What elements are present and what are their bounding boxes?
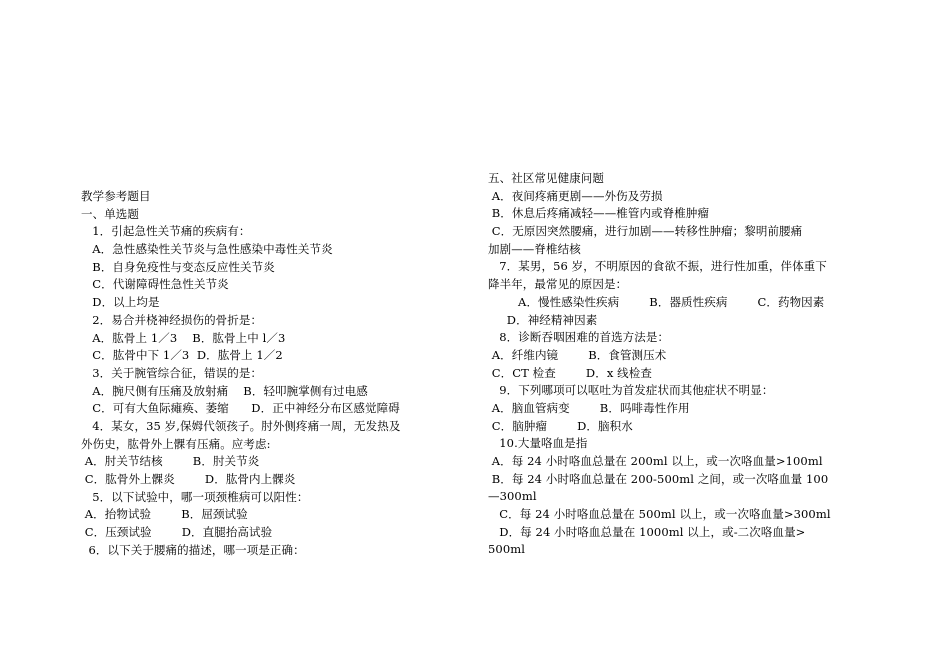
question-1-option-a: A．急性感染性关节炎与急性感染中毒性关节炎 bbox=[81, 242, 333, 257]
question-10-option-a: A．每 24 小时咯血总量在 200ml 以上，或一次咯血量>100ml bbox=[488, 454, 823, 468]
question-9-options-ab: A．脑血管病变 B．吗啡毒性作用 bbox=[488, 400, 690, 415]
question-6-option-a: A．夜间疼痛更剧——外伤及劳损 bbox=[488, 188, 663, 203]
question-2-options-ab: A．肱骨上 1／3 B．肱骨上中 l／3 bbox=[81, 330, 286, 345]
question-2-options-cd: C．肱骨中下 1／3 D．肱骨上 1／2 bbox=[81, 348, 283, 363]
question-10: 10.大量咯血是指 bbox=[488, 436, 588, 451]
left-column bbox=[81, 188, 431, 559]
question-1-option-b: B．自身免疫性与变态反应性关节炎 bbox=[81, 259, 275, 274]
question-1-option-c: C．代谢障碍性急性关节炎 bbox=[81, 277, 229, 292]
section-heading: 一、单选题 bbox=[81, 206, 139, 221]
question-4-options-cd: C．肱骨外上髁炎 D．肱骨内上髁炎 bbox=[81, 472, 296, 486]
doc-title: 教学参考题目 bbox=[81, 189, 151, 203]
question-3-options-ab: A．腕尺侧有压痛及放射痛 B．轻叩腕掌侧有过电感 bbox=[81, 383, 368, 398]
question-5: 5．以下试验中，哪一项颈椎病可以阳性： bbox=[81, 489, 309, 504]
question-8-options-ab: A．纤维内镜 B．食管测压术 bbox=[488, 347, 667, 362]
question-5-options-cd: C．压颈试验 D．直腿抬高试验 bbox=[81, 525, 273, 540]
question-6-option-c-line-1: C．无原因突然腰痛，进行加剧——转移性肿瘤；黎明前腰痛 bbox=[488, 224, 803, 239]
question-2: 2．易合并桡神经损伤的骨折是： bbox=[81, 312, 263, 327]
section-heading-community: 五、社区常见健康问题 bbox=[488, 171, 604, 185]
question-3: 3．关于腕管综合征，错误的是： bbox=[81, 365, 263, 380]
question-4-options-ab: A．肘关节结核 B．肘关节炎 bbox=[81, 454, 260, 469]
question-6-option-c-line-2: 加剧——脊椎结核 bbox=[488, 241, 581, 256]
question-10-option-b-line-2: —300ml bbox=[488, 489, 537, 504]
question-10-option-d-line-1: D．每 24 小时咯血总量在 1000ml 以上，或-二次咯血量> bbox=[488, 524, 806, 539]
question-7-line-2: 降半年，最常见的原因是： bbox=[488, 277, 628, 292]
question-9-options-cd: C．脑肿瘤 D．脑积水 bbox=[488, 418, 633, 433]
question-10-option-b-line-1: B．每 24 小时咯血总量在 200-500ml 之间，或一次咯血量 100 bbox=[488, 471, 829, 486]
question-8: 8．诊断吞咽困难的首选方法是： bbox=[488, 330, 670, 345]
question-4-line-1: 4．某女，35 岁,保姆代领孩子。肘外侧疼痛一周，无发热及 bbox=[81, 418, 401, 433]
question-6: 6．以下关于腰痛的描述，哪一项是正确： bbox=[81, 542, 305, 557]
question-9: 9．下列哪项可以呕吐为首发症状而其他症状不明显： bbox=[488, 383, 774, 398]
question-1-option-d: D．以上均是 bbox=[81, 295, 160, 310]
question-3-options-cd: C．可有大鱼际瘫痪、萎缩 D．正中神经分布区感觉障碍 bbox=[81, 401, 400, 416]
question-8-options-cd: C．CT 检查 D．x 线检查 bbox=[488, 365, 652, 380]
question-10-option-c: C．每 24 小时咯血总量在 500ml 以上，或一次咯血量>300ml bbox=[488, 507, 831, 522]
right-column bbox=[488, 170, 838, 559]
question-6-option-b: B．休息后疼痛减轻——椎管内或脊椎肿瘤 bbox=[488, 206, 710, 221]
question-1: 1．引起急性关节痛的疾病有： bbox=[81, 224, 251, 239]
question-7-line-1: 7．某男，56 岁，不明原因的食欲不振，进行性加重，伴体重下 bbox=[488, 259, 827, 274]
question-7-option-d: D．神经精神因素 bbox=[488, 312, 598, 327]
question-7-options-abc: A．慢性感染性疾病 B．器质性疾病 C．药物因素 bbox=[488, 294, 825, 309]
question-4-line-2: 外伤史，肱骨外上髁有压痛。应考虑: bbox=[81, 436, 271, 451]
question-10-option-d-line-2: 500ml bbox=[488, 542, 526, 557]
question-5-options-ab: A．抬物试验 B．屈颈试验 bbox=[81, 507, 248, 522]
